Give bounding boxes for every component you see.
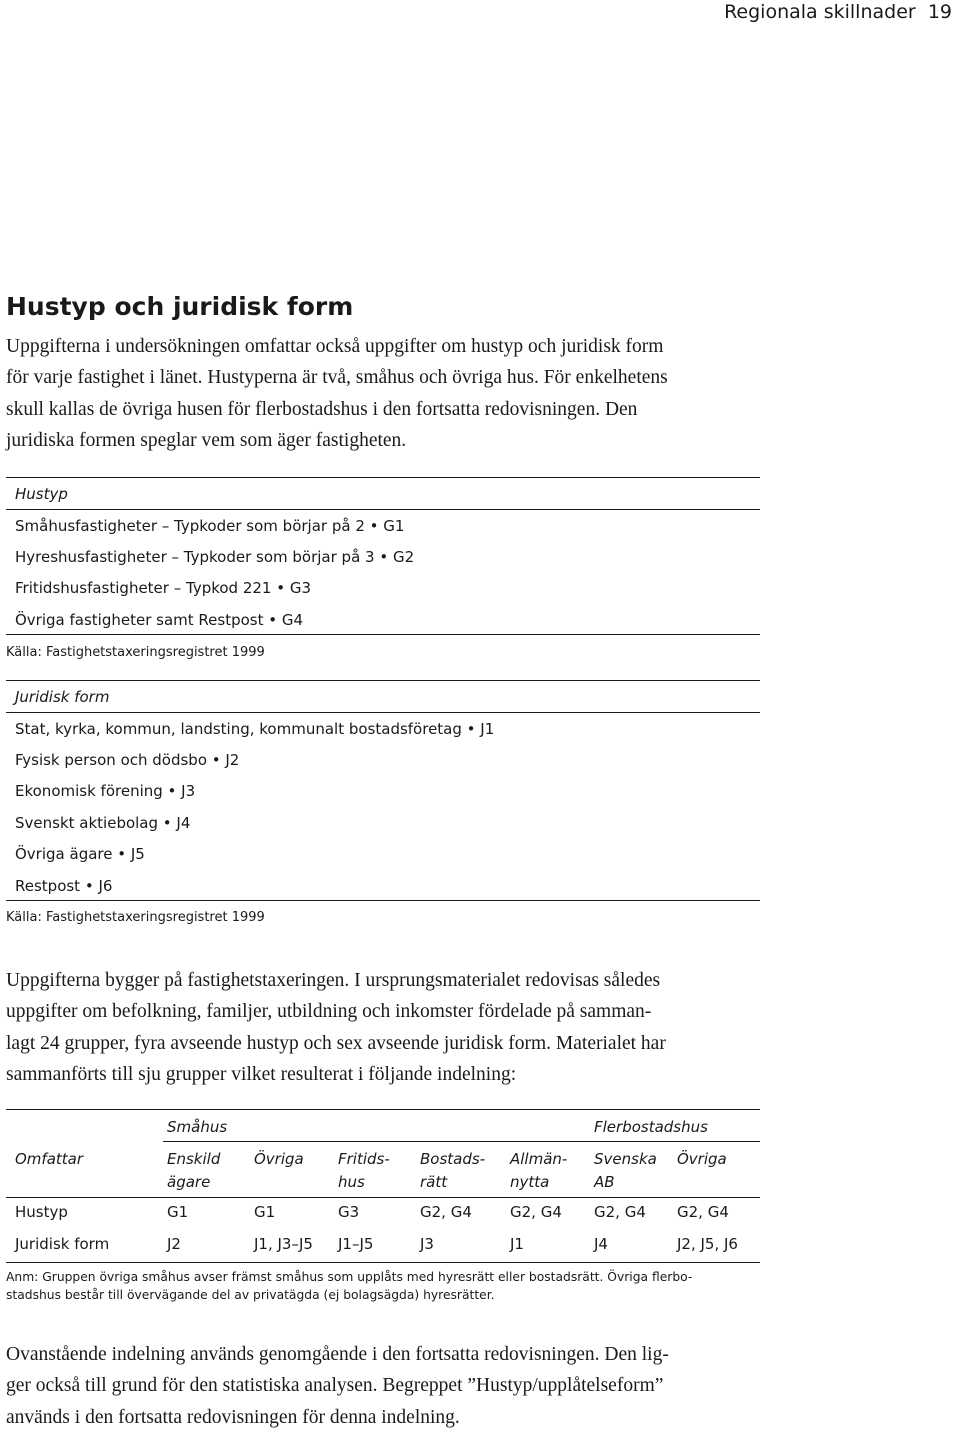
table-cell: G2, G4 — [420, 1203, 472, 1221]
table-column-header-line: hus — [338, 1173, 365, 1191]
running-header-section: Regionala skillnader — [724, 1, 916, 23]
juridisk-bottom-rule — [6, 900, 760, 901]
table-group-rule — [163, 1141, 760, 1142]
hustyp-source: Källa: Fastighetstaxeringsregistret 1999 — [6, 645, 265, 660]
table-bottom-rule — [6, 1262, 760, 1263]
juridisk-heading: Juridisk form — [15, 688, 110, 706]
table-column-header — [167, 1148, 220, 1194]
table-note-line: stadshus består till övervägande del av privatägda (ej bolagsägda) hyresrätter. — [6, 1288, 495, 1302]
table-cell: G2, G4 — [594, 1203, 646, 1221]
table-column-header-line: Övriga — [254, 1150, 304, 1168]
middle-paragraph — [6, 965, 666, 1090]
table-row-label: Hustyp — [15, 1203, 68, 1221]
hustyp-row: Småhusfastigheter – Typkoder som börjar på 2 • G1 — [15, 517, 405, 535]
closing-line: Ovanstående indelning används genomgående i den fortsatta redovisningen. Den lig- — [6, 1344, 669, 1365]
middle-line: uppgifter om befolkning, familjer, utbildning och inkomster fördelade på samman- — [6, 1001, 652, 1023]
hustyp-row: Övriga fastigheter samt Restpost • G4 — [15, 611, 304, 629]
hustyp-row: Fritidshusfastigheter – Typkod 221 • G3 — [15, 579, 312, 597]
intro-line: skull kallas de övriga husen för flerbostadshus i den fortsatta redovisningen. Den — [6, 398, 638, 420]
juridisk-row: Fysisk person och dödsbo • J2 — [15, 751, 240, 769]
table-cell: J3 — [420, 1235, 434, 1253]
juridisk-row: Restpost • J6 — [15, 877, 113, 895]
juridisk-source: Källa: Fastighetstaxeringsregistret 1999 — [6, 910, 265, 925]
table-cell: J2 — [167, 1235, 181, 1253]
hustyp-top-rule — [6, 477, 760, 478]
table-cell: J1–J5 — [338, 1235, 374, 1253]
juridisk-heading-rule — [6, 712, 760, 713]
table-column-header-line: Allmän- — [510, 1150, 568, 1168]
table-cell: G1 — [167, 1203, 189, 1221]
table-column-header — [510, 1148, 567, 1194]
table-note — [6, 1268, 766, 1304]
juridisk-row: Stat, kyrka, kommun, landsting, kommunalt bostadsföretag • J1 — [15, 720, 495, 738]
closing-line: ger också till grund för den statistiska analysen. Begreppet ”Hustyp/upplåtelseform” — [6, 1375, 664, 1397]
middle-line: lagt 24 grupper, fyra avseende hustyp och sex avseende juridisk form. Materialet har — [6, 1032, 666, 1054]
table-column-header — [254, 1148, 304, 1171]
closing-line: används i den fortsatta redovisningen för denna indelning. — [6, 1406, 460, 1428]
closing-paragraph — [6, 1339, 669, 1433]
table-header-rule — [6, 1197, 760, 1198]
table-row-header: Omfattar — [15, 1150, 84, 1168]
table-column-header-line: ägare — [167, 1173, 211, 1191]
table-column-header — [420, 1148, 485, 1194]
table-column-header — [338, 1148, 390, 1194]
table-column-header-line: Bostads- — [420, 1150, 486, 1168]
table-column-header-line: Enskild — [167, 1150, 221, 1168]
table-cell: J1, J3–J5 — [254, 1235, 313, 1253]
juridisk-row: Ekonomisk förening • J3 — [15, 782, 196, 800]
intro-line: Uppgifterna i undersökningen omfattar också uppgifter om hustyp och juridisk form — [6, 336, 664, 357]
juridisk-top-rule — [6, 680, 760, 681]
hustyp-bottom-rule — [6, 634, 760, 635]
table-top-rule — [6, 1109, 760, 1110]
juridisk-row: Övriga ägare • J5 — [15, 845, 145, 863]
table-group-header-flerbostadshus: Flerbostadshus — [594, 1118, 708, 1136]
table-group-header-smahus: Småhus — [167, 1118, 228, 1136]
table-column-header-line: rätt — [420, 1173, 448, 1191]
table-column-header-line: Övriga — [677, 1150, 727, 1168]
table-cell: J1 — [510, 1235, 524, 1253]
table-column-header — [677, 1148, 727, 1171]
section-title: Hustyp och juridisk form — [6, 292, 354, 321]
table-column-header — [594, 1148, 657, 1194]
page-number: 19 — [927, 1, 952, 23]
middle-line: Uppgifterna bygger på fastighetstaxeringen. I ursprungsmaterialet redovisas således — [6, 970, 661, 991]
middle-line: sammanförts till sju grupper vilket resulterat i följande indelning: — [6, 1063, 517, 1085]
table-cell: G2, G4 — [510, 1203, 562, 1221]
table-cell: G3 — [338, 1203, 360, 1221]
table-cell: G1 — [254, 1203, 276, 1221]
table-column-header-line: AB — [594, 1173, 615, 1191]
table-row-label: Juridisk form — [15, 1235, 110, 1253]
intro-line: juridiska formen speglar vem som äger fastigheten. — [6, 429, 407, 451]
table-cell: G2, G4 — [677, 1203, 729, 1221]
hustyp-heading-rule — [6, 509, 760, 510]
running-header — [724, 0, 952, 24]
table-note-line: Anm: Gruppen övriga småhus avser främst småhus som upplåts med hyresrätt eller bostadsrätt. Övriga flerbo- — [6, 1270, 693, 1284]
hustyp-heading: Hustyp — [15, 485, 68, 503]
intro-paragraph — [6, 331, 668, 456]
table-cell: J2, J5, J6 — [677, 1235, 738, 1253]
table-cell: J4 — [594, 1235, 608, 1253]
juridisk-row: Svenskt aktiebolag • J4 — [15, 814, 191, 832]
table-column-header-line: Svenska — [594, 1150, 657, 1168]
table-column-header-line: nytta — [510, 1173, 550, 1191]
intro-line: för varje fastighet i länet. Hustyperna är två, småhus och övriga hus. För enkelhetens — [6, 367, 668, 389]
hustyp-row: Hyreshusfastigheter – Typkoder som börjar på 3 • G2 — [15, 548, 415, 566]
table-column-header-line: Fritids- — [338, 1150, 390, 1168]
